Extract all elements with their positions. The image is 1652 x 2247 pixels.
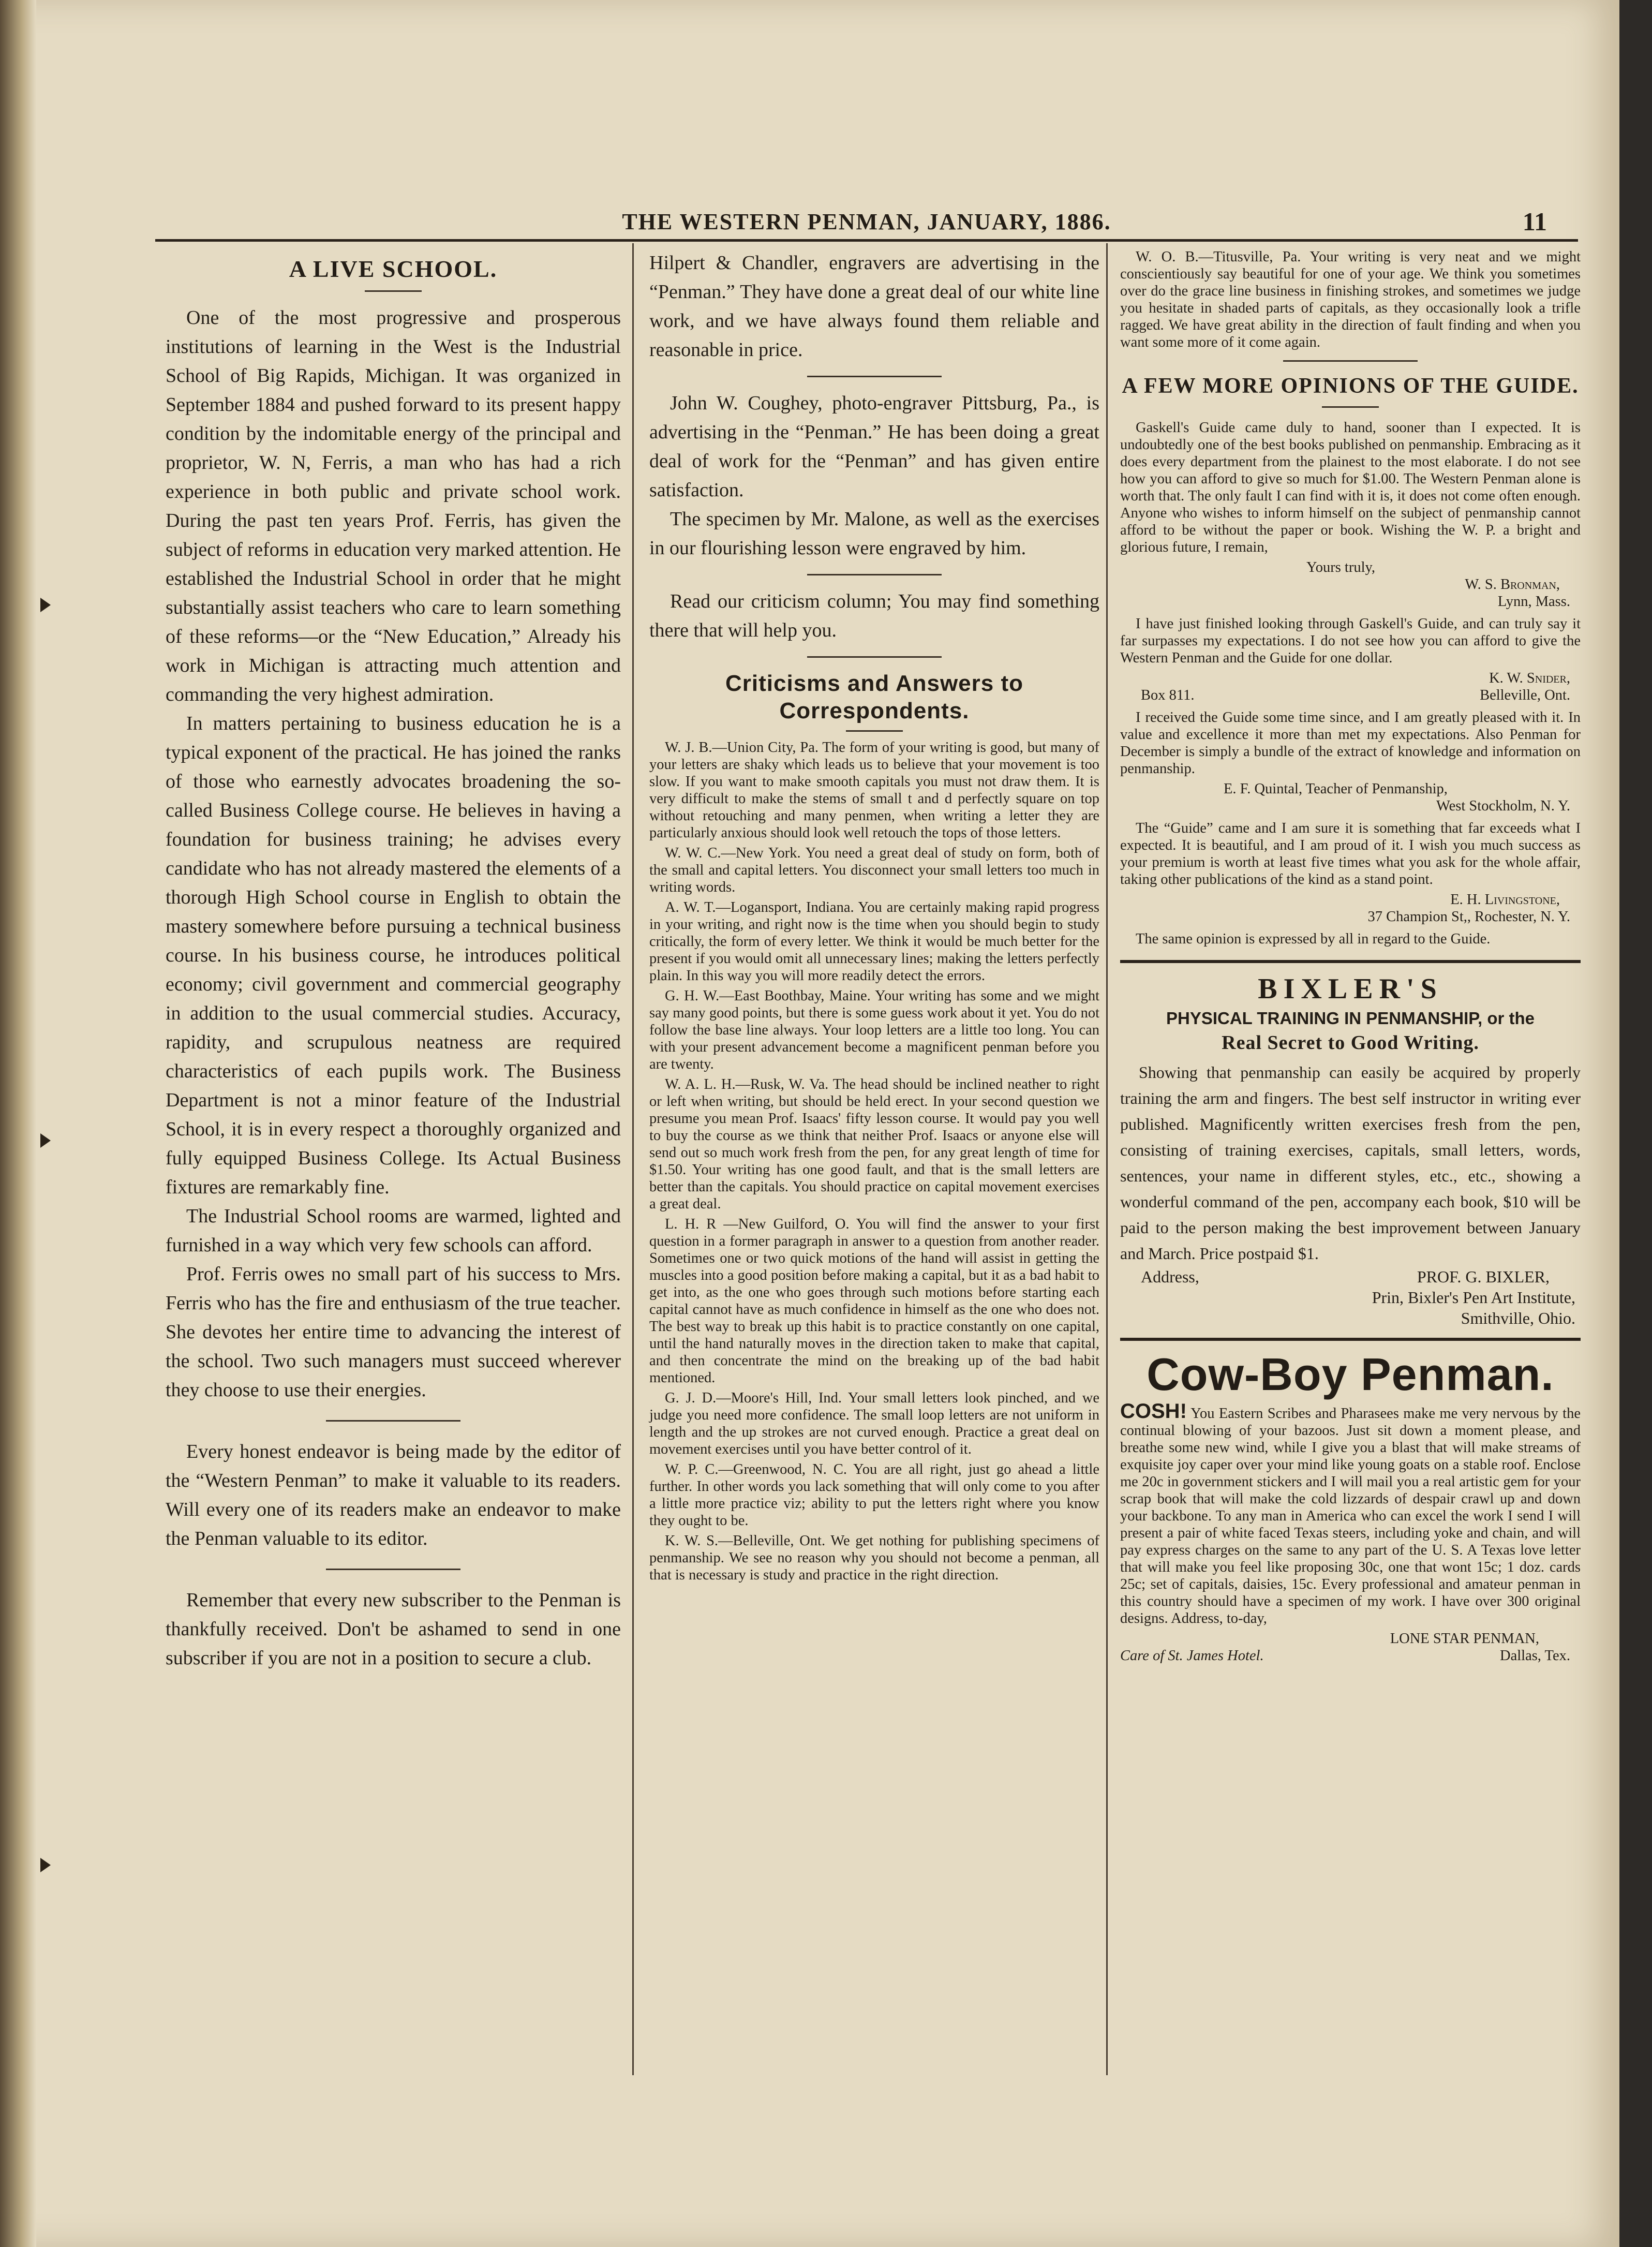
testimonial-location: 37 Champion St,, Rochester, N. Y.: [1367, 909, 1570, 925]
page-header: [155, 204, 1578, 241]
testimonial-text: Gaskell's Guide came duly to hand, sooner than I expected. It is undoubtedly one of the best books published on penmanship. Embracing as it does every department from the plainest to the most elaborate. I do not see how you can afford to give so much for $1.00. The Western Penman alone is worth that. The only fault I can find with it is, it does not come often enough. Anyone who wishes to inform himself on the subject of penmanship cannot afford to be without the paper or book. Wishing the W. P. a bright and glorious future, I remain,: [1120, 420, 1581, 556]
testimonial-signature: E. H. Livingstone,: [1450, 892, 1560, 908]
article-paragraph: The Industrial School rooms are warmed, lighted and furnished in a way which very few schools can afford.: [166, 1205, 621, 1256]
notice-paragraph: Hilpert & Chandler, engravers are advertising in the “Penman.” They have done a great deal of our white line work, and we have always found them reliable and reasonable in price.: [649, 252, 1099, 361]
bixler-institute: Prin, Bixler's Pen Art Institute,: [1372, 1288, 1575, 1307]
article-paragraph: In matters pertaining to business education he is a typical exponent of the practical. He has joined the ranks of those who earnestly advocates broadening the so-called Business College course. He believes in having a foundation for business training; he advises every candidate who has not already mastered the elements of a thorough High School course in English to obtain the mastery somewhere before pursuing a technical business course. In his business course, he introduces political economy; civil government and commercial geography in addition to the usual commercial studies. Accuracy, rapidity, and scrupulous neatness are required characteristics of each pupils work. The Business Department is not a minor feature of the Industrial School, it is in every respect a thoroughly organized and fully equipped Business College. Its Actual Business fixtures are remarkably fine.: [166, 713, 621, 1199]
criticism-entry: G. H. W.—East Boothbay, Maine. Your writing has some and we might say many good points, but there is some guess work about it yet. You do not follow the base line always. Your loop letters are a little too long. You can with your present advancement become a magnificent penman before you are twenty.: [649, 987, 1099, 1072]
notice-paragraph: The specimen by Mr. Malone, as well as the exercises in our flourishing lesson were engraved by him.: [649, 508, 1099, 559]
cowboy-ad-exclamation: COSH!: [1120, 1400, 1187, 1423]
separator-rule: [807, 574, 942, 575]
ad-rule: [1120, 1338, 1581, 1341]
criticism-entry: W. J. B.—Union City, Pa. The form of your writing is good, but many of your letters are shaky which leads us to believe that your movement is too slow. If you want to make smooth capitals you must not draw them. It is very difficult to make the stems of small t and d perfectly square on top without retouching and many penmen, when writing a letter they are particularly anxious should look well retouch the tops of those letters.: [649, 739, 1099, 841]
article-heading-live-school: A LIVE SCHOOL.: [289, 256, 498, 282]
page-number: 11: [1522, 207, 1547, 236]
editorial-note: Remember that every new subscriber to the Penman is thankfully received. Don't be ashamed to send in one subscriber if you are not in a position to secure a club.: [166, 1589, 621, 1669]
header-rule: [155, 239, 1578, 242]
testimonial-closing: Yours truly,: [1306, 559, 1376, 576]
opinions-heading: A FEW MORE OPINIONS OF THE GUIDE.: [1122, 374, 1579, 398]
testimonial-text: The same opinion is expressed by all in regard to the Guide.: [1136, 931, 1491, 948]
margin-arrow-mark: [40, 598, 51, 612]
separator-rule: [1283, 360, 1418, 362]
cowboy-location: Dallas, Tex.: [1500, 1648, 1570, 1664]
cowboy-address-line: [1120, 1647, 1581, 1664]
bixler-signature: PROF. G. BIXLER,: [1417, 1267, 1550, 1287]
cowboy-address: Care of St. James Hotel.: [1120, 1648, 1264, 1664]
bixler-location: Smithville, Ohio.: [1461, 1309, 1575, 1328]
testimonial-address-line: [1120, 687, 1581, 704]
bixler-address-label: Address,: [1141, 1267, 1199, 1287]
column-divider: [1106, 243, 1108, 2075]
testimonial-box: Box 811.: [1141, 687, 1195, 704]
ad-rule: [1120, 960, 1581, 963]
bixler-ad-subheading: PHYSICAL TRAINING IN PENMANSHIP, or the: [1166, 1009, 1535, 1028]
criticism-entry: W. A. L. H.—Rusk, W. Va. The head should be inclined neather to right or left when writing, but should be held erect. In your second question we presume you mean Prof. Isaacs' fifty lesson course. It would pay you well to buy the course as we think that neither Prof. Isaacs or anyone else will send out so much work fresh from the pen, for any great length of time for $1.50. Your writing has one good fault, and that is the small letters are better than the capitals. You should practice on capital movement exercises a great deal.: [649, 1076, 1099, 1212]
testimonial-signature: K. W. Snider,: [1489, 670, 1570, 687]
bixler-ad-tagline: Real Secret to Good Writing.: [1222, 1032, 1479, 1054]
margin-arrow-mark: [40, 1133, 51, 1148]
bixler-ad-heading: BIXLER'S: [1258, 973, 1443, 1006]
cowboy-ad-body: [1120, 1400, 1581, 1627]
criticism-entry: G. J. D.—Moore's Hill, Ind. Your small letters look pinched, and we judge you need more confidence. The small loop letters are not uniform in length and the up strokes are not curved enough. Practice a great deal on movement exercises until you have better control of it.: [649, 1389, 1099, 1457]
separator-rule: [807, 376, 942, 377]
testimonial-text: I have just finished looking through Gaskell's Guide, and can truly say it far surpasses my expectations. I do not see how you can afford to give the Western Penman and the Guide for one dollar.: [1120, 616, 1581, 667]
column-2: [649, 248, 1099, 1587]
article-paragraph: Prof. Ferris owes no small part of his success to Mrs. Ferris who has the fire and enthusiasm of the true teacher. She devotes her entire time to advancing the interest of the school. Two such managers must succeed wherever they choose to use their energies.: [166, 1263, 621, 1401]
criticism-entry: W. P. C.—Greenwood, N. C. You are all right, just go ahead a little further. In other words you lack something that will only come to you after a little more practice viz; ability to put the letters right where you know they ought to be.: [649, 1461, 1099, 1529]
separator-rule: [326, 1569, 460, 1570]
testimonial-location: Lynn, Mass.: [1497, 594, 1570, 610]
criticism-entry: W. O. B.—Titusville, Pa. Your writing is very neat and we might conscientiously say beautiful for one of your age. We think you sometimes over do the grace line business in finishing strokes, and sometimes we judge you hesitate in shaded parts of capitals, as they occasionally look a trifle ragged. We have great ability in the direction of fault finding and when you want some more of it come again.: [1120, 249, 1581, 350]
masthead-title: THE WESTERN PENMAN, JANUARY, 1886.: [622, 209, 1111, 234]
notice-paragraph: Read our criticism column; You may find something there that will help you.: [649, 590, 1099, 641]
testimonial-signature: W. S. Bronman,: [1465, 576, 1560, 593]
criticism-entry: K. W. S.—Belleville, Ont. We get nothing for publishing specimens of penmanship. We see no reason why you should not become a penman, all that is necessary is study and practice in the right direction.: [649, 1532, 1099, 1583]
margin-arrow-mark: [40, 1858, 51, 1872]
bixler-ad-body: Showing that penmanship can easily be acquired by properly training the arm and fingers. The best self instructor in writing ever published. Magnificently written exercises fresh from the pen, consisting of training exercises, capitals, small letters, words, sentences, your name in different styles, etc., etc., showing a wonderful command of the pen, accompany each book, $10 will be paid to the person making the best improvement between January and March. Price postpaid $1.: [1120, 1063, 1581, 1263]
criticisms-heading: Criticisms and Answers to Correspondents.: [725, 671, 1023, 723]
testimonial-text: The “Guide” came and I am sure it is something that far exceeds what I expected. It is beautiful, and I am proud of it. I wish you much success as your premium is worth at least five times what you ask for the whole affair, taking other publications of the kind as a stand point.: [1120, 820, 1581, 888]
cowboy-signature: LONE STAR PENMAN,: [1390, 1631, 1539, 1647]
testimonial-signature: E. F. Quintal, Teacher of Penmanship,: [1224, 781, 1448, 797]
page-gutter-shadow: [0, 0, 36, 2247]
criticism-entry: W. W. C.—New York. You need a great deal of study on form, both of the small and capital letters. You disconnect your small letters too much in writing words.: [649, 845, 1099, 895]
testimonial-text: I received the Guide some time since, and I am greatly pleased with it. In value and excellence it more than met my expectations. Also Penman for December is simply a bundle of the extract of knowledge and information on penmanship.: [1120, 709, 1581, 777]
article-paragraph: One of the most progressive and prosperous institutions of learning in the West is the Industrial School of Big Rapids, Michigan. It was organized in September 1884 and pushed forward to its present happy condition by the indomitable energy of the principal and proprietor, W. N, Ferris, a man who has had a rich experience in both public and private school work. During the past ten years Prof. Ferris, has given the subject of reforms in education very marked attention. He established the Industrial School in order that he might substantially assist teachers who care to learn something of these reforms—or the “New Education,” Already his work in Michigan is attracting much attention and commanding the very highest admiration.: [166, 307, 621, 706]
cowboy-ad-text: You Eastern Scribes and Pharasees make me very nervous by the continual blowing of your bazoos. Just sit down a moment please, and breathe some new wind, while I give you a blast that will make streams of exquisite joy caper over your mind like young goats on a stable roof. Enclose me 20c in government stickers and I will mail you a real artistic gem for your scrap book that will make the cold lizzards of despair crawl up and down your backbone. To any man in America who can excel the work I send I will present a pair of white faced Texas steers, including yoke and chain, and will pay express charges on the same to any part of the U. S. A Texas love letter that will make you feel like proposing 30c, one that wont 15c; 1 doz. cards 25c; set of capitals, daisies, 15c. Every professional and amateur penman in this country should have a specimen of my work. I have over 300 original designs. Address, to-day,: [1120, 1406, 1581, 1627]
criticism-entry: L. H. R —New Guilford, O. You will find the answer to your first question in a former paragraph in answer to a question from another reader. Sometimes one or two quick motions of the hand will assist in getting the muscles into a good position before making a capital, but it as a bad habit to get into, as the one who goes through such motions before starting each capital cannot have as much confidence in himself as the one who does not. The best way to break up this habit is to practice constantly on one capital, until the hand naturally moves in the direction taken to make that capital, and then concentrate the mind on the breaking up of the bad habit mentioned.: [649, 1216, 1099, 1386]
testimonial-location: Belleville, Ont.: [1480, 687, 1570, 704]
column-3: [1120, 248, 1581, 1664]
editorial-note: Every honest endeavor is being made by the editor of the “Western Penman” to make it valuable to its readers. Will every one of its readers make an endeavor to make the Penman valuable to its editor.: [166, 1441, 621, 1550]
column-divider: [632, 243, 634, 2075]
heading-rule: [846, 730, 903, 732]
column-1: [166, 248, 621, 1673]
cowboy-ad-heading: Cow-Boy Penman.: [1147, 1349, 1554, 1400]
separator-rule: [807, 656, 942, 658]
separator-rule: [326, 1420, 460, 1422]
notice-paragraph: John W. Coughey, photo-engraver Pittsburg, Pa., is advertising in the “Penman.” He has been doing a great deal of work for the “Penman” and has given entire satisfaction.: [649, 392, 1099, 501]
testimonial-location: West Stockholm, N. Y.: [1436, 798, 1570, 815]
criticism-entry: A. W. T.—Logansport, Indiana. You are certainly making rapid progress in your writing, and right now is the time when you should begin to study critically, the form of every letter. We think it would be much better for the present if you would omit all unnecessary lines; making the letters perfectly plain. In this way you will more readily detect the errors.: [649, 899, 1099, 984]
heading-rule: [1322, 406, 1379, 408]
bixler-address-line: [1120, 1266, 1581, 1287]
heading-rule: [365, 290, 422, 292]
